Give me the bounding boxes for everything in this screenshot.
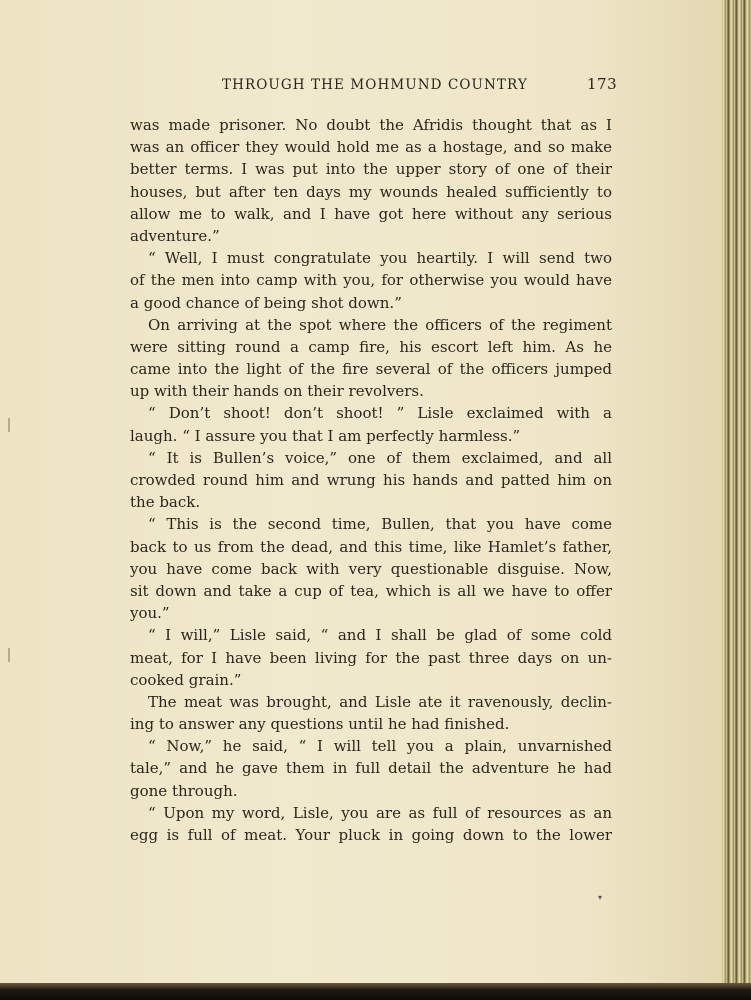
running-title: THROUGH THE MOHMUND COUNTRY <box>222 77 528 93</box>
page-edges <box>722 0 751 1000</box>
page-mark <box>8 648 10 662</box>
text-line: was an officer they would hold me as a hostage, and so make <box>130 138 612 157</box>
text-line: better terms. I was put into the upper story of one of their <box>130 160 612 179</box>
text-line: sit down and take a cup of tea, which is all we have to offer <box>130 581 612 600</box>
text-line: “ Don’t shoot! don’t shoot! ” Lisle exclaimed with a <box>148 404 612 423</box>
text-line: allow me to walk, and I have got here without any serious <box>130 204 612 223</box>
text-line: houses, but after ten days my wounds healed sufficiently to <box>130 182 612 201</box>
text-line: of the men into camp with you, for otherwise you would have <box>130 271 612 290</box>
text-line: “ Upon my word, Lisle, you are as full of resources as an <box>148 803 612 822</box>
text-line: a good chance of being shot down.” <box>130 293 402 312</box>
text-line: you.” <box>130 604 170 623</box>
text-line: adventure.” <box>130 226 220 245</box>
text-line: up with their hands on their revolvers. <box>130 382 424 401</box>
page-number: 173 <box>587 75 618 93</box>
text-line: tale,” and he gave them in full detail the adventure he had <box>130 759 612 778</box>
text-line: “ I will,” Lisle said, “ and I shall be glad of some cold <box>148 626 612 645</box>
book-bottom-edge <box>0 983 751 1000</box>
body-text <box>130 114 612 846</box>
text-line: egg is full of meat. Your pluck in going down to the lower <box>130 826 612 844</box>
page-header <box>0 75 722 99</box>
text-line: gone through. <box>130 781 238 800</box>
text-line: cooked grain.” <box>130 670 242 689</box>
text-line: “ This is the second time, Bullen, that you have come <box>148 515 612 534</box>
page-mark <box>8 418 10 432</box>
text-line: crowded round him and wrung his hands and patted him on <box>130 471 612 489</box>
text-line: the back. <box>130 493 201 512</box>
text-line: back to us from the dead, and this time, like Hamlet’s father, <box>130 537 612 556</box>
printer-mark: ▾ <box>598 893 603 902</box>
text-line: were sitting round a camp fire, his escort left him. As he <box>130 337 612 356</box>
text-line: you have come back with very questionable disguise. Now, <box>130 559 612 578</box>
text-line: ing to answer any questions until he had finished. <box>130 715 510 734</box>
text-line: was made prisoner. No doubt the Afridis thought that as I <box>130 116 612 134</box>
text-line: “ Now,” he said, “ I will tell you a plain, unvarnished <box>148 737 612 756</box>
text-line: “ Well, I must congratulate you heartily. I will send two <box>148 249 612 268</box>
text-line: came into the light of the fire several of the officers jumped <box>130 360 612 379</box>
text-line: laugh. “ I assure you that I am perfectly harmless.” <box>130 426 521 445</box>
text-line: “ It is Bullen’s voice,” one of them exclaimed, and all <box>148 448 612 467</box>
text-line: The meat was brought, and Lisle ate it ravenously, declin- <box>148 692 612 711</box>
text-line: meat, for I have been living for the past three days on un- <box>130 648 612 667</box>
text-line: On arriving at the spot where the officers of the regiment <box>148 315 612 334</box>
